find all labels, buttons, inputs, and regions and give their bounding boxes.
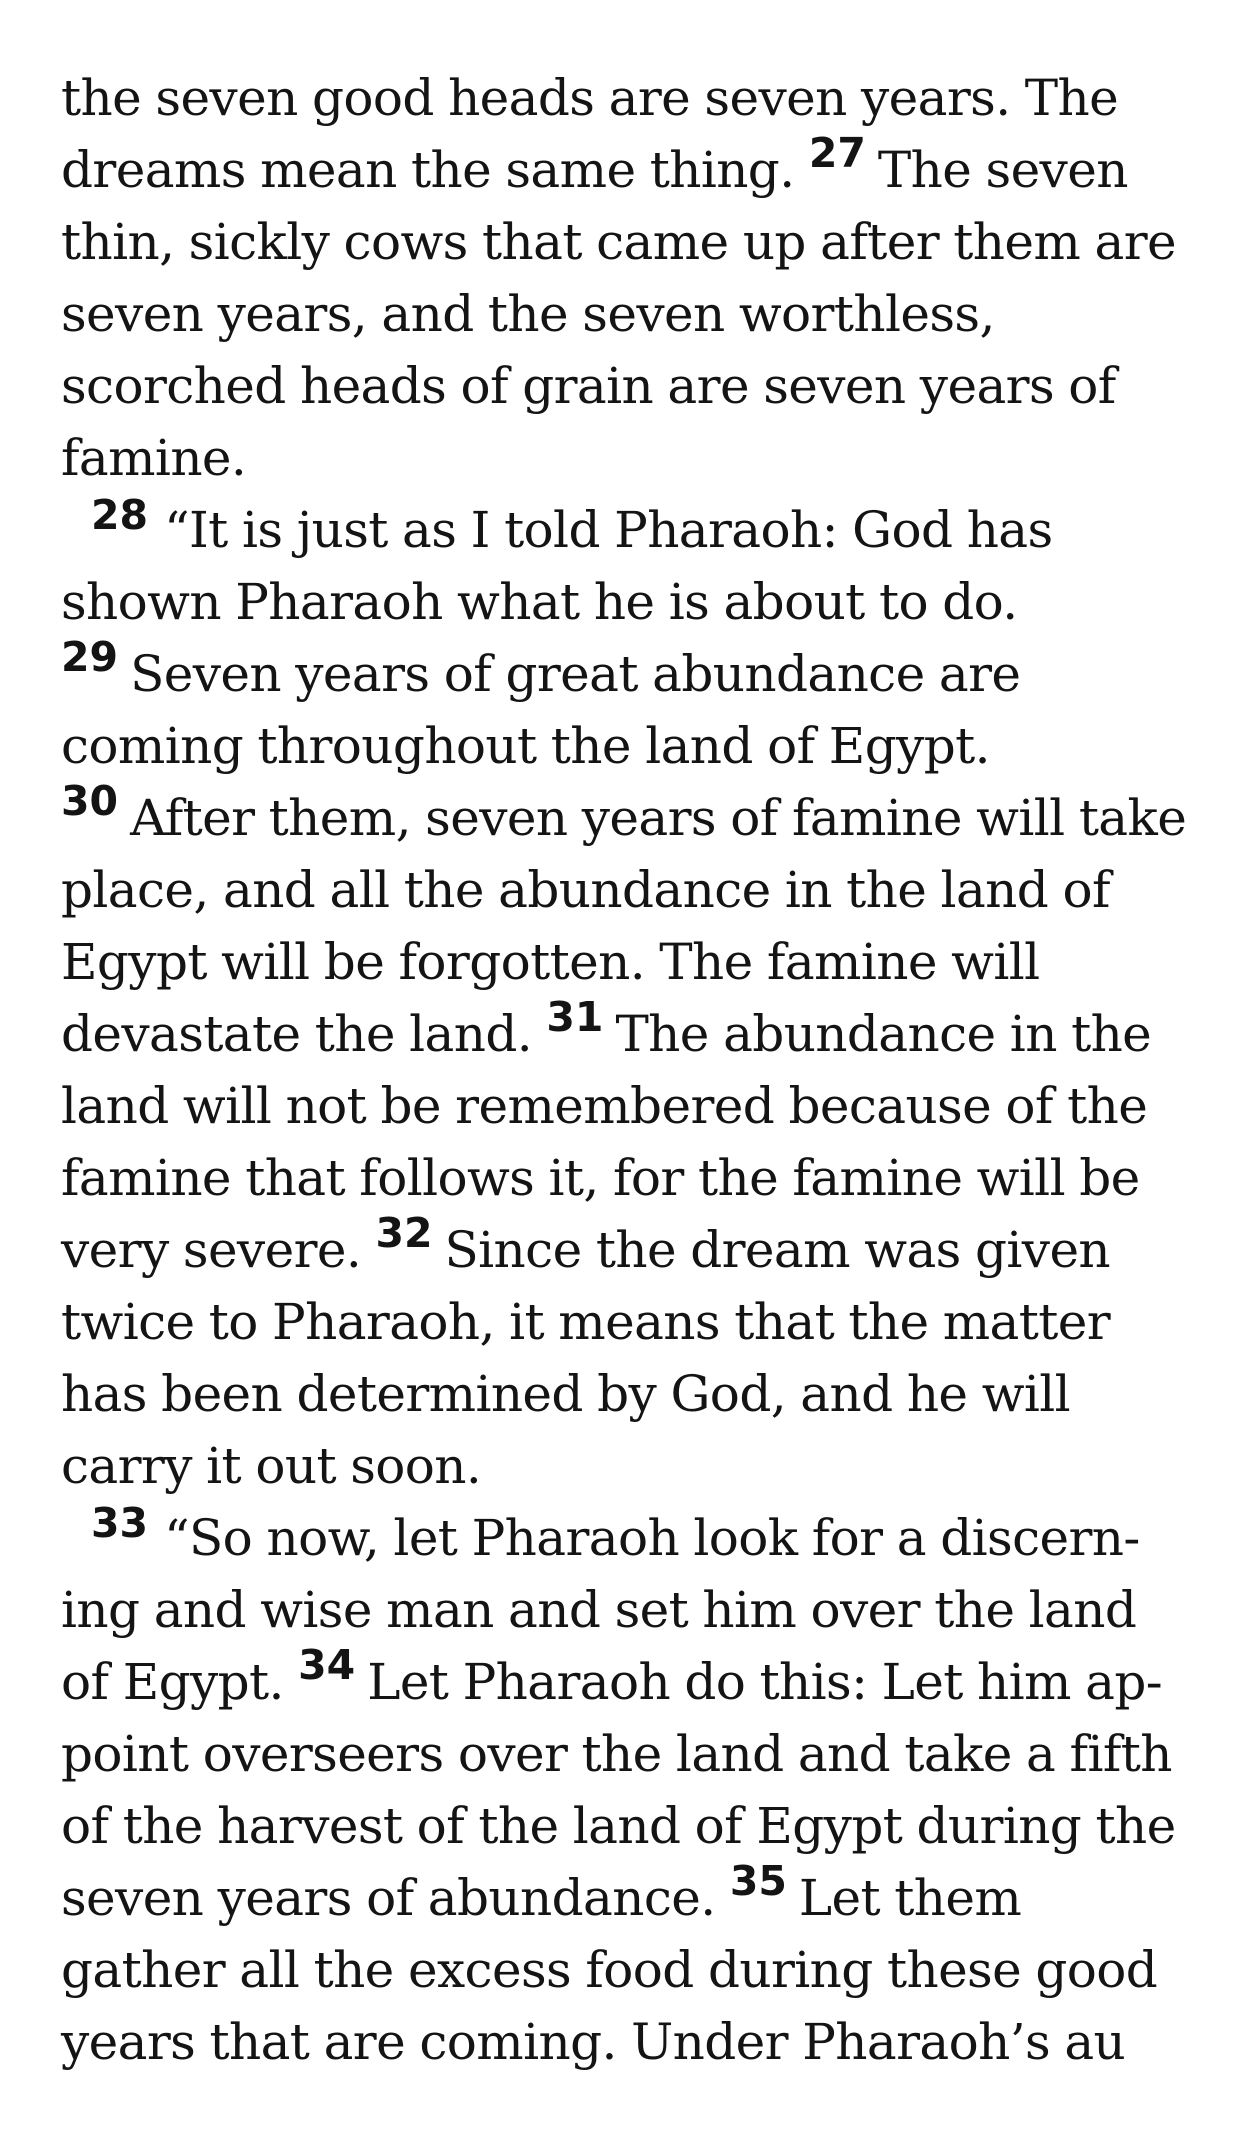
verse-text: Since the dream was given twice to Pharaoh, it means that the matter has been determined by God, and he will carry it out soon. [61, 1221, 1111, 1495]
verse-text: The seven thin, sickly cows that came up after them are seven years, and the seven worthless, scorched heads of grain are seven years of famine. [61, 141, 1177, 487]
verse-number: 34 [298, 1641, 356, 1689]
verse-text: After them, seven years of famine will take place, and all the abundance in the land of Egypt will be forgotten. The famine will devastate the land. [61, 789, 1187, 1063]
scripture-paragraph [61, 62, 1191, 494]
verse-text: “So now, let Pharaoh look for a discerning and wise man and set him over the land of Egypt. [61, 1509, 1141, 1711]
verse-number: 31 [546, 993, 604, 1041]
verse-text: Seven years of great abundance are coming throughout the land of Egypt. [61, 645, 1021, 775]
verse-text: the seven good heads are seven years. The dreams mean the same thing. [61, 69, 1119, 199]
verse-number: 27 [808, 129, 866, 177]
scripture-paragraph [61, 1499, 1191, 2078]
verse-text: Let them gather all the excess food during these good years that are coming. Under Pharaoh’s au [61, 1869, 1158, 2071]
verse-text: The abundance in the land will not be remembered because of the famine that follows it, for the famine will be very severe. [61, 1005, 1152, 1279]
verse-text: Let Pharaoh do this: Let him appoint overseers over the land and take a fifth of the harvest of the land of Egypt during the seven years of abundance. [61, 1653, 1176, 1927]
verse-number: 29 [61, 633, 119, 681]
scripture-paragraph [61, 491, 1191, 1502]
verse-number: 33 [91, 1499, 149, 1547]
verse-text: “It is just as I told Pharaoh: God has shown Pharaoh what he is about to do. [61, 501, 1053, 631]
verse-number: 28 [91, 491, 149, 539]
verse-number: 30 [61, 777, 119, 825]
verse-number: 35 [729, 1857, 787, 1905]
verse-number: 32 [375, 1209, 433, 1257]
scripture-page [61, 62, 1191, 2078]
